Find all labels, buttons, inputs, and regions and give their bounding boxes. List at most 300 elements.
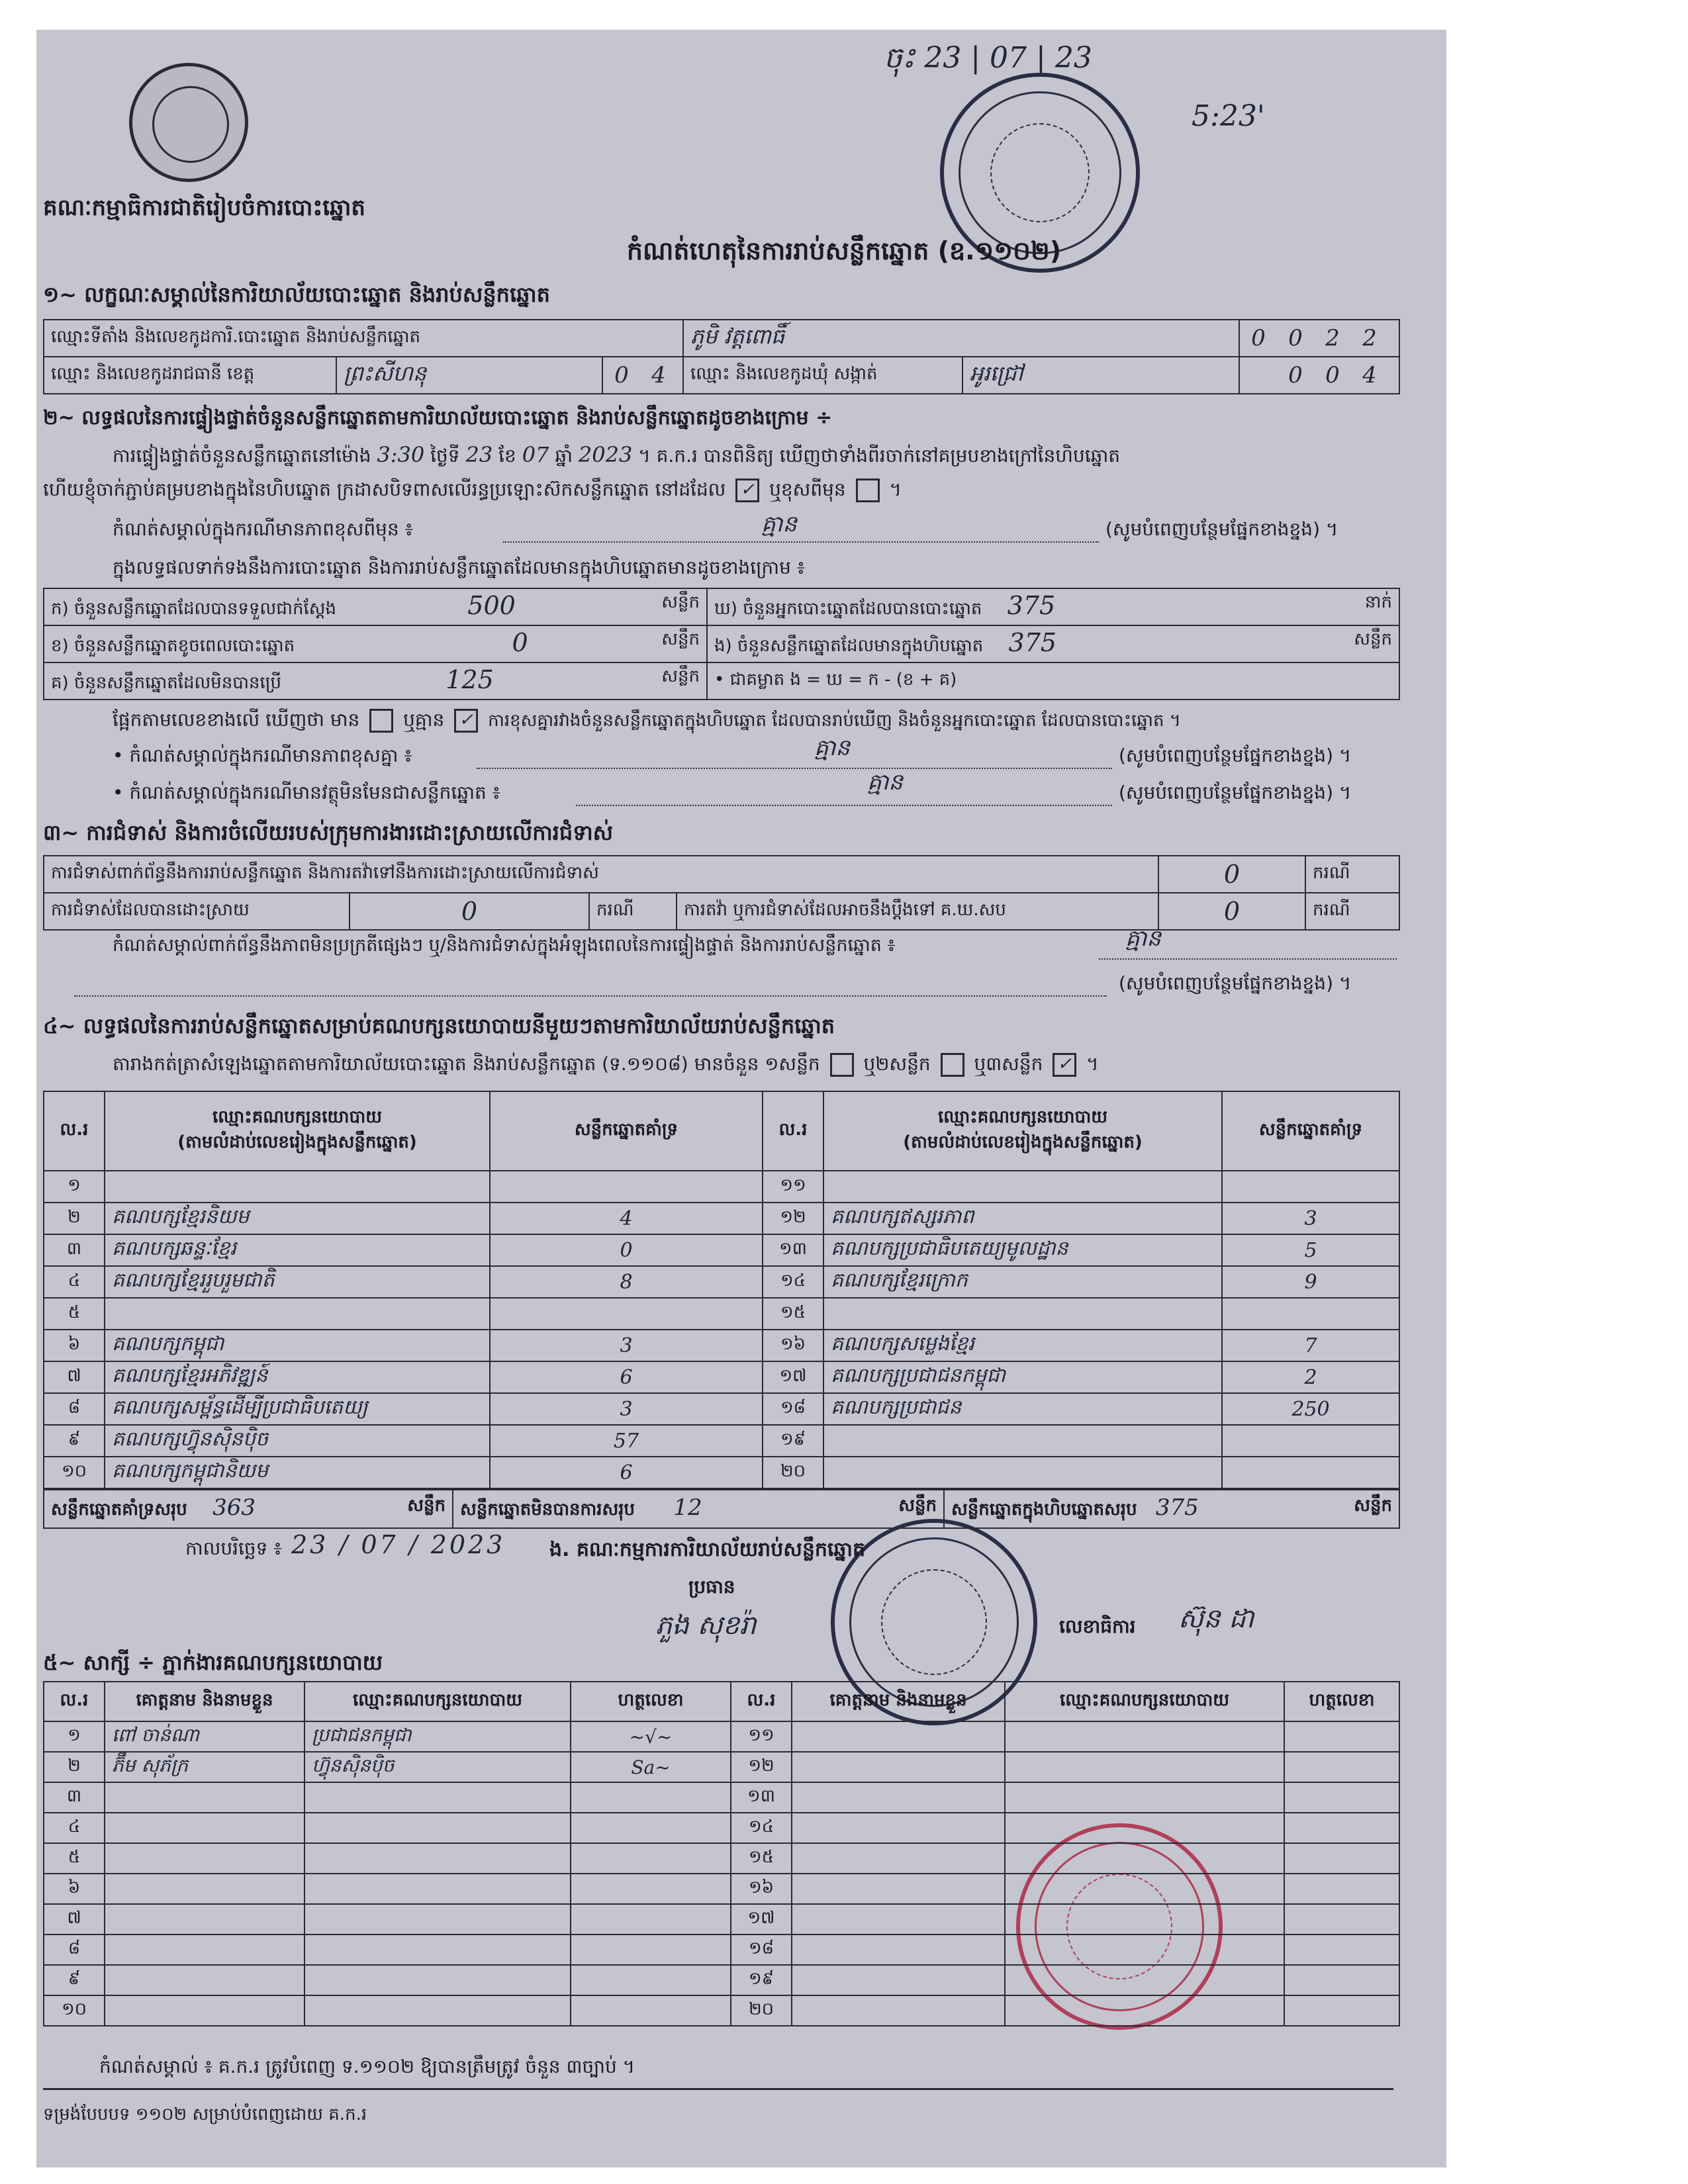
- witness-party: [1005, 1934, 1284, 1965]
- vote-count: 3: [490, 1393, 763, 1425]
- vote-count: [1222, 1457, 1399, 1488]
- unit: ករណី: [1305, 856, 1399, 893]
- discrepancy-paragraph: [113, 708, 1403, 735]
- party-name: [823, 1298, 1222, 1330]
- count-ko-value: 125: [445, 665, 494, 694]
- row-no: ៦: [44, 1330, 105, 1361]
- row-no: ៣: [44, 1782, 105, 1813]
- witness-signature: [1284, 1904, 1399, 1934]
- bullet1-label: • កំណត់សម្គាល់ក្នុងករណីមានភាពខុសគ្នា ៖: [113, 745, 412, 766]
- witness-name: [105, 1904, 305, 1934]
- row-no: ១៣: [731, 1782, 792, 1813]
- formula: • ជាគម្លាត ង = ឃ = ក - (ខ + គ): [707, 662, 1399, 700]
- total-invalid-value: 12: [673, 1494, 702, 1521]
- witness-table: [43, 1681, 1400, 2026]
- col-no: ល.រ: [763, 1091, 823, 1171]
- witness-party: ហ៊្វុនស៊ិនប៉ិច: [305, 1752, 571, 1782]
- counts-table: [43, 588, 1400, 700]
- party-name: [105, 1298, 490, 1330]
- witness-name: [105, 1934, 305, 1965]
- row-no: ៧: [44, 1361, 105, 1393]
- dotted-line: [1099, 958, 1397, 960]
- table-row: [44, 1171, 1399, 1203]
- row-no: ១៤: [763, 1266, 823, 1298]
- dotted-line: [576, 805, 1112, 806]
- table-row: [44, 1995, 1399, 2026]
- province-label: ឈ្មោះ និងលេខកូដរាជធានី ខេត្ត: [44, 357, 336, 394]
- verification-year: 2023: [578, 442, 633, 467]
- footnote: កំណត់សម្គាល់ ៖ គ.ក.រ ត្រូវបំពេញ ទ.១១០២ ឱ្យបានត្រឹមត្រូវ ចំនួន ៣ច្បាប់ ។: [99, 2056, 635, 2077]
- witness-party: [305, 1904, 571, 1934]
- verification-time: 3:30: [377, 442, 425, 467]
- party-name: គណបក្សប្រជាជនកម្ពុជា: [823, 1361, 1222, 1393]
- commune-code-digit: 0: [1325, 362, 1340, 388]
- date-day: 23: [291, 1530, 329, 1559]
- objection-row2-value: 0: [350, 893, 589, 930]
- objections-table: [43, 855, 1400, 931]
- objection-row2b-value: 0: [1158, 893, 1305, 930]
- count-nga-label: ង) ចំនួនសន្លឹកឆ្នោតដែលមានក្នុងហិបឆ្នោត: [714, 636, 984, 656]
- party-name: គណបក្សប្រជាធិបតេយ្យមូលដ្ឋាន: [823, 1234, 1222, 1266]
- col-sign: ហត្ថលេខា: [571, 1682, 731, 1721]
- section3-note-label: កំណត់សម្គាល់ពាក់ព័ន្ធនឹងភាពមិនប្រក្រតីផ្សេងៗ ឬ/និងការជំទាស់ក្នុងអំឡុងពេលនៃការផ្ទៀងផ្ទាត់ និងការរាប់សន្លឹកឆ្នោត ៖: [113, 935, 896, 956]
- witness-signature: [1284, 1813, 1399, 1843]
- vote-count: 3: [490, 1330, 763, 1361]
- vote-count: 6: [490, 1361, 763, 1393]
- witness-party: [1005, 1721, 1284, 1752]
- bullet2-value: គ្មាន: [867, 769, 903, 796]
- witness-signature: [1284, 1934, 1399, 1965]
- witness-party: [305, 1995, 571, 2026]
- two-sheet-checkbox[interactable]: [941, 1053, 964, 1077]
- row-no: ១៥: [763, 1298, 823, 1330]
- col-party: ឈ្មោះគណបក្សនយោបាយ: [305, 1682, 571, 1721]
- seal-paragraph: [43, 478, 1400, 505]
- party-name: [105, 1171, 490, 1203]
- note1-hint: (សូមបំពេញបន្ថែមផ្នែកខាងខ្នង) ។: [1105, 518, 1338, 540]
- vote-count: 6: [490, 1457, 763, 1488]
- received-note-line1: ចុះ 23 | 07 | 23: [884, 41, 1092, 75]
- nec-emblem-icon: [129, 63, 248, 182]
- count-kha-value: 0: [512, 628, 528, 657]
- text: ឬ៣សន្លឹក: [974, 1053, 1043, 1075]
- chair-signature: ភួង សុខរ៉ា: [655, 1610, 757, 1641]
- table-row: [44, 1843, 1399, 1874]
- section5-heading: ៥~ សាក្សី ÷ ភ្នាក់ងារគណបក្សនយោបាយ: [43, 1650, 383, 1675]
- party-name: គណបក្សខ្មែររួបរួមជាតិ: [105, 1266, 490, 1298]
- row-no: ១៦: [731, 1874, 792, 1904]
- witness-signature: [1284, 1843, 1399, 1874]
- footer-text: ទម្រង់បែបបទ ១១០២ សម្រាប់បំពេញដោយ គ.ក.រ: [43, 2105, 367, 2124]
- col-party-line1: ឈ្មោះគណបក្សនយោបាយ: [938, 1107, 1107, 1127]
- witness-name: [105, 1965, 305, 1995]
- secretary-signature: ស៊ុន ដា: [1178, 1604, 1254, 1634]
- table-row: [44, 1298, 1399, 1330]
- dotted-line: [477, 768, 1112, 769]
- bullet1-hint: (សូមបំពេញបន្ថែមផ្នែកខាងខ្នង) ។: [1119, 745, 1352, 766]
- row-no: ៩: [44, 1425, 105, 1457]
- row-no: ៨: [44, 1393, 105, 1425]
- row-no: ១៨: [763, 1393, 823, 1425]
- location-label: ឈ្មោះទីតាំង និងលេខកូដការិ.បោះឆ្នោត និងរាប់សន្លឹកឆ្នោត: [44, 320, 683, 357]
- text: ឆ្នាំ: [555, 445, 573, 467]
- count-ko: [44, 662, 707, 700]
- witness-signature: [1284, 1965, 1399, 1995]
- vote-count: 8: [490, 1266, 763, 1298]
- text: ។ គ.ក.រ បានពិនិត្យ ឃើញថាទាំងពីរចាក់នៅគម្របខាងក្រៅនៃហិបឆ្នោត: [638, 445, 1121, 467]
- col-name: គោត្តនាម និងនាមខ្លួន: [105, 1682, 305, 1721]
- witness-signature: [1284, 1782, 1399, 1813]
- table-row: [44, 1203, 1399, 1234]
- commune-code-digit: 0: [1288, 362, 1303, 388]
- witness-party: [1005, 1752, 1284, 1782]
- vote-count: 250: [1222, 1393, 1399, 1425]
- witness-name: [105, 1995, 305, 2026]
- unit: ករណី: [1305, 893, 1399, 930]
- unit: សន្លឹក: [661, 592, 700, 612]
- row-no: ២០: [763, 1457, 823, 1488]
- province-code-digit: 4: [651, 362, 666, 388]
- results-intro: ក្នុងលទ្ធផលទាក់ទងនឹងការបោះឆ្នោត និងការរាប់សន្លឹកឆ្នោតដែលមានក្នុងហិបឆ្នោតមានដូចខាងក្រោម ៖: [113, 557, 806, 578]
- objection-row1-value: 0: [1158, 856, 1305, 893]
- col-votes: សន្លឹកឆ្នោតគាំទ្រ: [1222, 1091, 1399, 1171]
- col-no: ល.រ: [44, 1682, 105, 1721]
- table-row: [44, 1234, 1399, 1266]
- text: ឬ២សន្លឹក: [863, 1053, 931, 1075]
- note1-value: គ្មាន: [761, 511, 797, 537]
- province-value: ព្រះសីហនុ: [336, 357, 602, 394]
- party-name: គណបក្សខ្មែរក្រោក: [823, 1266, 1222, 1298]
- row-no: ១០: [44, 1457, 105, 1488]
- row-no: ១៧: [763, 1361, 823, 1393]
- vote-count: 4: [490, 1203, 763, 1234]
- form-title: កំណត់ហេតុនៃការរាប់សន្លឹកឆ្នោត (ឧ.១១០២): [626, 236, 1062, 265]
- one-sheet-checkbox[interactable]: [830, 1053, 854, 1077]
- table-row: [44, 1965, 1399, 1995]
- date-value: 23 / 07 / 2023: [291, 1530, 506, 1559]
- witness-signature: [571, 1782, 731, 1813]
- sheets-paragraph: [113, 1052, 1099, 1079]
- vote-count: 0: [490, 1234, 763, 1266]
- row-no: ៦: [44, 1874, 105, 1904]
- total-invalid: [453, 1490, 944, 1528]
- row-no: ១១: [731, 1721, 792, 1752]
- count-kha-label: ខ) ចំនួនសន្លឹកឆ្នោតខូចពេលបោះឆ្នោត: [51, 636, 295, 656]
- verification-month: 07: [522, 442, 549, 467]
- witness-party: ប្រជាជនកម្ពុជា: [305, 1721, 571, 1752]
- commune-label: ឈ្មោះ និងលេខកូដឃុំ សង្កាត់: [683, 357, 962, 394]
- count-kho-label: ឃ) ចំនួនអ្នកបោះឆ្នោតដែលបានបោះឆ្នោត: [714, 599, 982, 619]
- col-party-line1: ឈ្មោះគណបក្សនយោបាយ: [212, 1107, 382, 1127]
- has-difference-checkbox[interactable]: [369, 709, 393, 733]
- row-no: ១៧: [731, 1904, 792, 1934]
- vote-count: [1222, 1425, 1399, 1457]
- table-row: [44, 1425, 1399, 1457]
- row-no: ១: [44, 1171, 105, 1203]
- count-ka: [44, 588, 707, 625]
- unit: ករណី: [589, 893, 677, 930]
- text: ឬខុសពីមុន: [769, 478, 846, 500]
- row-no: ៥: [44, 1298, 105, 1330]
- total-invalid-label: សន្លឹកឆ្នោតមិនបានការសរុប: [460, 1500, 635, 1520]
- witness-name: ភ៊ឹម សុភ័ក្រ: [105, 1752, 305, 1782]
- witness-party: [305, 1934, 571, 1965]
- row-no: ១: [44, 1721, 105, 1752]
- total-box-value: 375: [1155, 1494, 1199, 1521]
- witness-signature: [1284, 1995, 1399, 2026]
- count-kho: [707, 588, 1399, 625]
- witness-name: [792, 1934, 1005, 1965]
- table-row: [44, 1361, 1399, 1393]
- location-code-digit: 2: [1362, 325, 1377, 351]
- committee-signing-label: ង. គណៈកម្មការការិយាល័យរាប់សន្លឹកឆ្នោត: [549, 1538, 866, 1561]
- footer-divider: [43, 2088, 1393, 2090]
- party-name: គណបក្សខ្មែរនិយម: [105, 1203, 490, 1234]
- text: ។: [889, 478, 902, 500]
- witness-name: [792, 1721, 1005, 1752]
- col-party-line2: (តាមលំដាប់លេខរៀងក្នុងសន្លឹកឆ្នោត): [903, 1132, 1143, 1152]
- witness-signature: [571, 1995, 731, 2026]
- witness-name: ពៅ ចាន់ណា: [105, 1721, 305, 1752]
- count-ka-value: 500: [467, 591, 516, 620]
- chair-label: ប្រធាន: [688, 1576, 735, 1598]
- row-no: ២០: [731, 1995, 792, 2026]
- witness-name: [792, 1813, 1005, 1843]
- witness-name: [105, 1782, 305, 1813]
- commune-code-digit: 4: [1362, 362, 1377, 388]
- unit: សន្លឹក: [1354, 629, 1392, 649]
- unit: សន្លឹក: [661, 666, 700, 686]
- witness-name: [792, 1965, 1005, 1995]
- row-no: ១៥: [731, 1843, 792, 1874]
- vote-count: [1222, 1298, 1399, 1330]
- section3-heading: ៣~ ការជំទាស់ និងការចំលើយរបស់ក្រុមការងារដោះស្រាយលើការជំទាស់: [43, 820, 614, 845]
- party-name: គណបក្សឥស្សរភាព: [823, 1203, 1222, 1234]
- witness-party: [1005, 1874, 1284, 1904]
- table-row: [44, 1813, 1399, 1843]
- row-no: ៤: [44, 1266, 105, 1298]
- party-name: គណបក្សកម្ពុជានិយម: [105, 1457, 490, 1488]
- date-year: 2023: [430, 1530, 506, 1559]
- text: ឬគ្មាន: [403, 709, 445, 731]
- witness-signature: [571, 1904, 731, 1934]
- verification-paragraph: [113, 442, 1403, 471]
- col-party: [105, 1091, 490, 1171]
- bullet2-label: • កំណត់សម្គាល់ក្នុងករណីមានវត្ថុមិនមែនជាសន្លឹកឆ្នោត ៖: [113, 782, 500, 803]
- vote-count: [490, 1298, 763, 1330]
- col-sign: ហត្ថលេខា: [1284, 1682, 1399, 1721]
- total-in-box: [944, 1490, 1399, 1528]
- dotted-line: [503, 541, 1099, 543]
- vote-count: 3: [1222, 1203, 1399, 1234]
- text: ហើយខ្ញុំចាក់ភ្ជាប់គម្របខាងក្នុងនៃហិបឆ្នោត ក្រដាសបិទពាសលើរន្ធប្រឡោះស៊កសន្លឹកឆ្នោត នៅដដែល: [43, 478, 726, 500]
- table-row: [44, 1721, 1399, 1752]
- witness-signature: [571, 1965, 731, 1995]
- location-code-digit: 2: [1325, 325, 1340, 351]
- witness-signature: [571, 1813, 731, 1843]
- count-ko-label: គ) ចំនួនសន្លឹកឆ្នោតដែលមិនបានប្រើ: [51, 673, 281, 693]
- row-no: ២: [44, 1752, 105, 1782]
- party-name: [823, 1425, 1222, 1457]
- section3-note-hint: (សូមបំពេញបន្ថែមផ្នែកខាងខ្នង) ។: [1119, 972, 1352, 994]
- unit: សន្លឹក: [661, 629, 700, 649]
- party-name: គណបក្សខ្មែរអភិវឌ្ឍន៍: [105, 1361, 490, 1393]
- witness-name: [792, 1843, 1005, 1874]
- different-checkbox[interactable]: [856, 478, 880, 502]
- witness-signature: [571, 1874, 731, 1904]
- bullet2-hint: (សូមបំពេញបន្ថែមផ្នែកខាងខ្នង) ។: [1119, 782, 1352, 803]
- date-month: 07: [361, 1530, 399, 1559]
- witness-party: [1005, 1995, 1284, 2026]
- text: ផ្អែកតាមលេខខាងលើ ឃើញថា មាន: [113, 709, 360, 731]
- col-votes: សន្លឹកឆ្នោតគាំទ្រ: [490, 1091, 763, 1171]
- committee-name: គណៈកម្មាធិការជាតិរៀបចំការបោះឆ្នោត: [43, 195, 366, 221]
- party-results-table: [43, 1091, 1400, 1489]
- section1-table: [43, 319, 1400, 394]
- vote-count: 57: [490, 1425, 763, 1457]
- row-no: ៧: [44, 1904, 105, 1934]
- unit: សន្លឹក: [1354, 1496, 1392, 1516]
- witness-party: [1005, 1813, 1284, 1843]
- row-no: ១១: [763, 1171, 823, 1203]
- witness-signature: [1284, 1721, 1399, 1752]
- row-no: ៨: [44, 1934, 105, 1965]
- row-no: ១៣: [763, 1234, 823, 1266]
- col-name: គោត្តនាម និងនាមខ្លួន: [792, 1682, 1005, 1721]
- note1-label: កំណត់សម្គាល់ក្នុងករណីមានភាពខុសពីមុន ៖: [113, 518, 413, 540]
- witness-signature: Sa~: [571, 1752, 731, 1782]
- table-row: [44, 1934, 1399, 1965]
- vote-count: 5: [1222, 1234, 1399, 1266]
- count-nga: [707, 625, 1399, 662]
- witness-party: [305, 1813, 571, 1843]
- party-name: គណបក្សសម្លេងខ្មែរ: [823, 1330, 1222, 1361]
- col-party-line2: (តាមលំដាប់លេខរៀងក្នុងសន្លឹកឆ្នោត): [177, 1132, 417, 1152]
- same-checkbox[interactable]: ✓: [735, 478, 759, 502]
- section2-heading: ២~ លទ្ធផលនៃការផ្ទៀងផ្ទាត់ចំនួនសន្លឹកឆ្នោតតាមការិយាល័យបោះឆ្នោត និងរាប់សន្លឹកឆ្នោតដូចខាងក្រោម ÷: [43, 406, 833, 430]
- section3-note-value: គ្មាន: [1125, 925, 1161, 952]
- total-valid-label: សន្លឹកឆ្នោតគាំទ្រសរុប: [51, 1500, 187, 1520]
- witness-signature: ~√~: [571, 1721, 731, 1752]
- witness-party: [1005, 1965, 1284, 1995]
- results-totals: [43, 1489, 1400, 1529]
- col-no: ល.រ: [44, 1091, 105, 1171]
- objection-row1-label: ការជំទាស់ពាក់ព័ន្ធនឹងការរាប់សន្លឹកឆ្នោត និងការតវ៉ាទៅនឹងការដោះស្រាយលើការជំទាស់: [44, 856, 1158, 893]
- witness-party: [305, 1782, 571, 1813]
- row-no: ៣: [44, 1234, 105, 1266]
- table-row: [44, 1782, 1399, 1813]
- text: ។: [1086, 1053, 1099, 1075]
- location-value: ភូមិ វត្តពោធិ៍: [683, 320, 1239, 357]
- witness-party: [305, 1965, 571, 1995]
- text: ខែ: [498, 445, 516, 467]
- total-valid-value: 363: [212, 1494, 256, 1521]
- section1-heading: ១~ លក្ខណៈសម្គាល់នៃការិយាល័យបោះឆ្នោត និងរាប់សន្លឹកឆ្នោត: [43, 282, 550, 307]
- witness-party: [1005, 1843, 1284, 1874]
- party-name: គណបក្សកម្ពុជា: [105, 1330, 490, 1361]
- table-row: [44, 1457, 1399, 1488]
- no-difference-checkbox[interactable]: ✓: [454, 709, 478, 733]
- text: ការផ្ទៀងផ្ទាត់ចំនួនសន្លឹកឆ្នោតនៅម៉ោង: [113, 445, 371, 467]
- section4-heading: ៤~ លទ្ធផលនៃការរាប់សន្លឹកឆ្នោតសម្រាប់គណបក្សនយោបាយនីមួយៗតាមការិយាល័យរាប់សន្លឹកឆ្នោត: [43, 1013, 835, 1038]
- party-name: គណបក្សឆន្ទៈខ្មែរ: [105, 1234, 490, 1266]
- three-sheet-checkbox[interactable]: ✓: [1053, 1053, 1076, 1077]
- witness-party: [305, 1874, 571, 1904]
- unit: សន្លឹក: [407, 1496, 445, 1516]
- objection-row2-label: ការជំទាស់ដែលបានដោះស្រាយ: [44, 893, 350, 930]
- secretary-label: លេខាធិការ: [1059, 1615, 1136, 1637]
- witness-name: [792, 1752, 1005, 1782]
- row-no: ១៦: [763, 1330, 823, 1361]
- party-name: គណបក្សសម្ព័ន្ធដើម្បីប្រជាធិបតេយ្យ: [105, 1393, 490, 1425]
- witness-party: [1005, 1782, 1284, 1813]
- col-party: ឈ្មោះគណបក្សនយោបាយ: [1005, 1682, 1284, 1721]
- witness-party: [305, 1843, 571, 1874]
- row-no: ២: [44, 1203, 105, 1234]
- row-no: ១២: [731, 1752, 792, 1782]
- witness-name: [792, 1874, 1005, 1904]
- received-note-line2: 5:23': [1192, 99, 1265, 133]
- witness-signature: [1284, 1874, 1399, 1904]
- count-nga-value: 375: [1008, 628, 1057, 657]
- witness-name: [792, 1904, 1005, 1934]
- vote-count: 2: [1222, 1361, 1399, 1393]
- row-no: ៩: [44, 1965, 105, 1995]
- col-party: [823, 1091, 1222, 1171]
- location-code-digit: 0: [1251, 325, 1266, 351]
- location-code-digit: 0: [1288, 325, 1303, 351]
- text: ថ្ងៃទី: [430, 445, 460, 467]
- col-no: ល.រ: [731, 1682, 792, 1721]
- count-kho-value: 375: [1007, 591, 1056, 620]
- objection-row2b-label: ការតវ៉ា ឬការជំទាស់ដែលអាចនឹងប្ដឹងទៅ គ.ឃ.សប: [677, 893, 1158, 930]
- row-no: ៤: [44, 1813, 105, 1843]
- witness-name: [792, 1782, 1005, 1813]
- unit: នាក់: [1364, 592, 1392, 612]
- vote-count: [1222, 1171, 1399, 1203]
- row-no: ៥: [44, 1843, 105, 1874]
- verification-day: 23: [465, 442, 493, 467]
- table-row: [44, 1874, 1399, 1904]
- row-no: ១៩: [731, 1965, 792, 1995]
- table-row: [44, 1904, 1399, 1934]
- witness-signature: [1284, 1752, 1399, 1782]
- bullet1-value: គ្មាន: [814, 735, 850, 761]
- vote-count: 7: [1222, 1330, 1399, 1361]
- party-name: [823, 1171, 1222, 1203]
- party-name: [823, 1457, 1222, 1488]
- count-kha: [44, 625, 707, 662]
- party-name: គណបក្សប្រជាជន: [823, 1393, 1222, 1425]
- row-no: ១៤: [731, 1813, 792, 1843]
- witness-signature: [571, 1934, 731, 1965]
- witness-name: [792, 1995, 1005, 2026]
- commune-value: អូរជ្រៅ: [962, 357, 1239, 394]
- total-box-label: សន្លឹកឆ្នោតក្នុងហិបឆ្នោតសរុប: [951, 1500, 1137, 1520]
- table-row: [44, 1266, 1399, 1298]
- text: ការខុសគ្នារវាងចំនួនសន្លឹកឆ្នោតក្នុងហិបឆ្នោត ដែលបានរាប់ឃើញ និងចំនួនអ្នកបោះឆ្នោត ដែលបានបោះឆ្នោត ។: [488, 711, 1181, 731]
- total-valid: [44, 1490, 453, 1528]
- table-row: [44, 1330, 1399, 1361]
- dotted-line: [74, 995, 1107, 997]
- text: តារាងកត់ត្រាសំឡេងឆ្នោតតាមការិយាល័យបោះឆ្នោត និងរាប់សន្លឹកឆ្នោត (ទ.១១០៨) មានចំនួន ១សន្លឹក: [113, 1053, 820, 1075]
- witness-name: [105, 1874, 305, 1904]
- count-ka-label: ក) ចំនួនសន្លឹកឆ្នោតដែលបានទទួលជាក់ស្ដែង: [51, 599, 337, 619]
- table-row: [44, 1393, 1399, 1425]
- row-no: ១៩: [763, 1425, 823, 1457]
- province-code-digit: 0: [614, 362, 629, 388]
- row-no: ១៨: [731, 1934, 792, 1965]
